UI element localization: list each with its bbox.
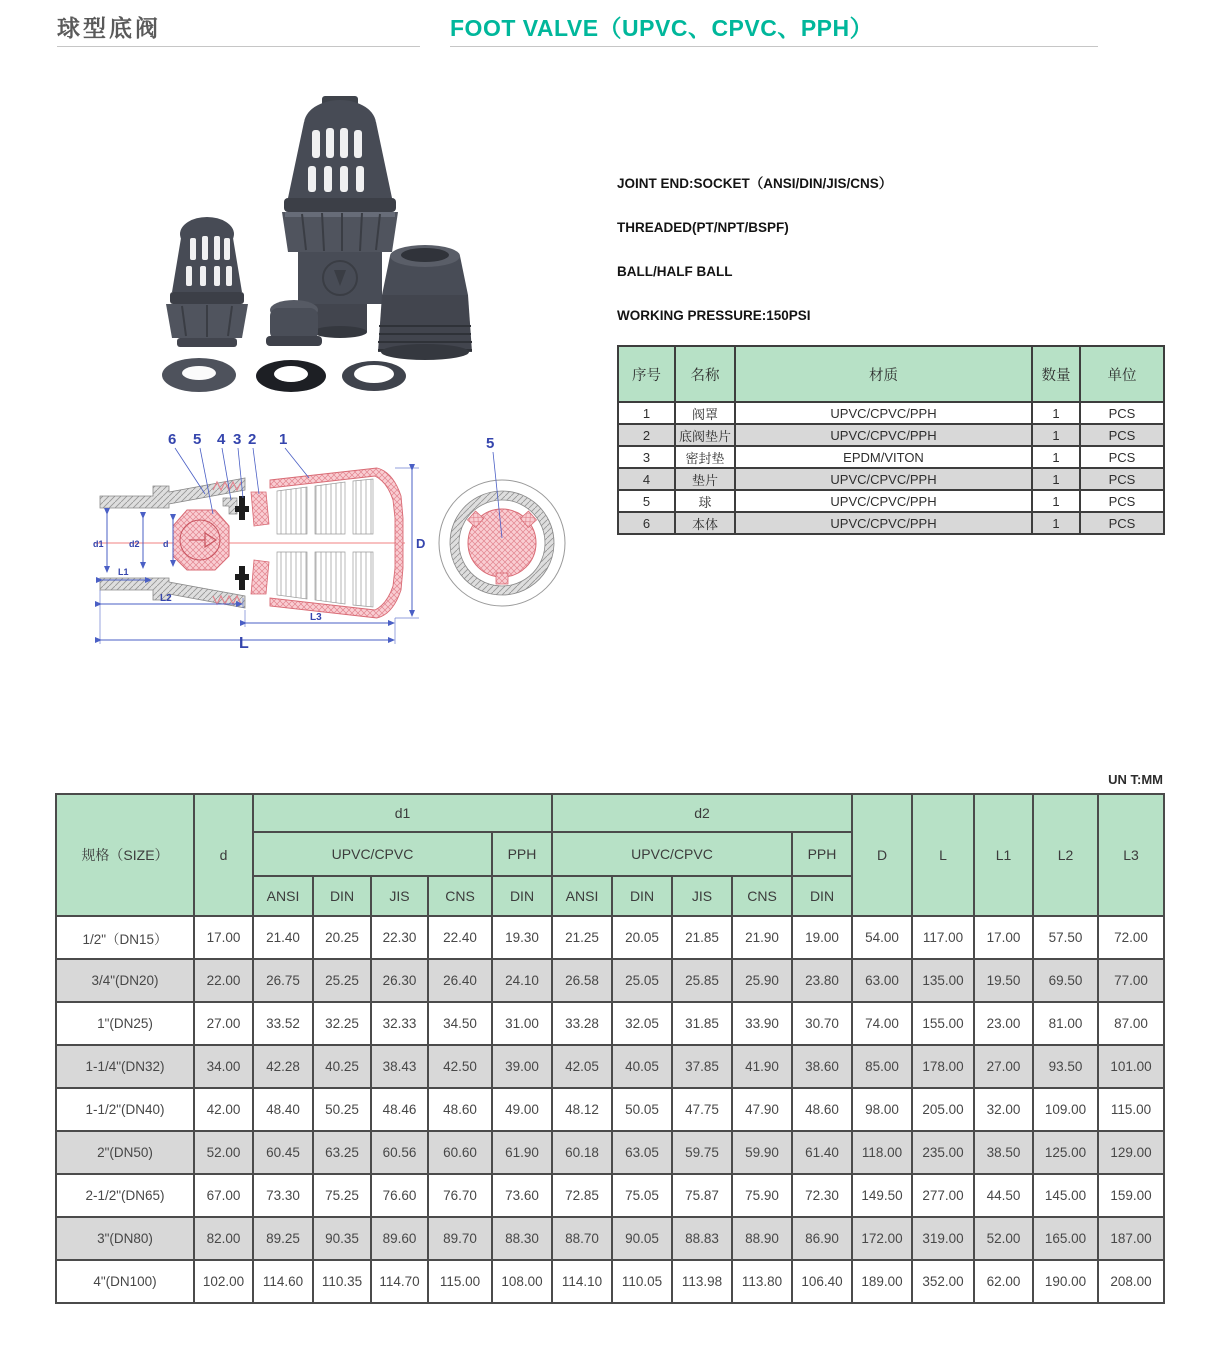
- table-cell: 86.90: [792, 1217, 852, 1260]
- table-cell: 42.00: [194, 1088, 253, 1131]
- table-cell: UPVC/CPVC/PPH: [735, 490, 1032, 512]
- svg-text:L1: L1: [118, 567, 129, 577]
- svg-text:d2: d2: [129, 539, 140, 549]
- table-cell: 33.52: [253, 1002, 313, 1045]
- table-cell: 球: [675, 490, 735, 512]
- table-cell: 155.00: [912, 1002, 974, 1045]
- table-cell: 63.25: [313, 1131, 371, 1174]
- table-cell: 113.80: [732, 1260, 792, 1303]
- col-header-D: D: [852, 794, 912, 916]
- table-cell: 72.30: [792, 1174, 852, 1217]
- std-header: ANSI: [552, 876, 612, 916]
- table-cell: 118.00: [852, 1131, 912, 1174]
- table-cell: 106.40: [792, 1260, 852, 1303]
- title-underline-right: [450, 46, 1098, 47]
- svg-text:4: 4: [217, 431, 226, 448]
- table-cell: 27.00: [194, 1002, 253, 1045]
- col-header-size: 规格（SIZE）: [56, 794, 194, 916]
- spec-ball: BALL/HALF BALL: [617, 264, 733, 279]
- table-cell: 59.75: [672, 1131, 732, 1174]
- col-header-L2: L2: [1033, 794, 1098, 916]
- table-cell: 159.00: [1098, 1174, 1164, 1217]
- std-header: JIS: [672, 876, 732, 916]
- dim-header-row-1: [56, 794, 1164, 832]
- table-cell: 50.25: [313, 1088, 371, 1131]
- table-cell: 5: [618, 490, 675, 512]
- table-cell: 75.05: [612, 1174, 672, 1217]
- table-cell: 19.30: [492, 916, 552, 959]
- table-cell: PCS: [1080, 490, 1164, 512]
- table-cell: 1: [1032, 512, 1080, 534]
- table-cell: UPVC/CPVC/PPH: [735, 402, 1032, 424]
- table-cell: 3: [618, 446, 675, 468]
- svg-text:1: 1: [279, 431, 288, 448]
- table-cell: 165.00: [1033, 1217, 1098, 1260]
- table-cell: 33.28: [552, 1002, 612, 1045]
- table-cell: 205.00: [912, 1088, 974, 1131]
- table-row: [56, 1088, 1164, 1131]
- table-cell: 4: [618, 468, 675, 490]
- cap-illustration: [266, 300, 322, 346]
- col-header-qty: 数量: [1032, 346, 1080, 402]
- col-header-d: d: [194, 794, 253, 916]
- table-cell: 93.50: [1033, 1045, 1098, 1088]
- svg-text:D: D: [416, 536, 426, 551]
- spec-list: [617, 176, 892, 352]
- gasket-illustrations: [162, 358, 406, 392]
- table-cell: 75.87: [672, 1174, 732, 1217]
- table-cell: 32.25: [313, 1002, 371, 1045]
- table-cell: 42.05: [552, 1045, 612, 1088]
- std-header: CNS: [732, 876, 792, 916]
- table-cell: 114.60: [253, 1260, 313, 1303]
- table-cell: 87.00: [1098, 1002, 1164, 1045]
- table-cell: 3"(DN80): [56, 1217, 194, 1260]
- table-cell: 1: [1032, 402, 1080, 424]
- table-cell: 74.00: [852, 1002, 912, 1045]
- table-cell: 52.00: [974, 1217, 1033, 1260]
- table-cell: 47.90: [732, 1088, 792, 1131]
- table-cell: 172.00: [852, 1217, 912, 1260]
- table-cell: 25.85: [672, 959, 732, 1002]
- table-cell: 108.00: [492, 1260, 552, 1303]
- std-header: DIN: [492, 876, 552, 916]
- table-cell: 1: [1032, 468, 1080, 490]
- table-cell: 190.00: [1033, 1260, 1098, 1303]
- table-cell: PCS: [1080, 468, 1164, 490]
- table-cell: 73.30: [253, 1174, 313, 1217]
- table-cell: 26.30: [371, 959, 428, 1002]
- table-cell: 115.00: [1098, 1088, 1164, 1131]
- svg-text:L3: L3: [310, 612, 322, 623]
- table-cell: 1: [618, 402, 675, 424]
- table-cell: 49.00: [492, 1088, 552, 1131]
- table-cell: 25.25: [313, 959, 371, 1002]
- table-cell: 本体: [675, 512, 735, 534]
- table-cell: 90.35: [313, 1217, 371, 1260]
- table-cell: PCS: [1080, 424, 1164, 446]
- table-cell: 27.00: [974, 1045, 1033, 1088]
- table-cell: 19.50: [974, 959, 1033, 1002]
- table-row: [56, 959, 1164, 1002]
- table-cell: 1: [1032, 446, 1080, 468]
- table-cell: 17.00: [974, 916, 1033, 959]
- product-photo: [120, 80, 600, 420]
- table-cell: PCS: [1080, 446, 1164, 468]
- table-cell: 21.25: [552, 916, 612, 959]
- table-cell: 85.00: [852, 1045, 912, 1088]
- std-header: CNS: [428, 876, 492, 916]
- table-cell: 88.90: [732, 1217, 792, 1260]
- table-cell: 59.90: [732, 1131, 792, 1174]
- table-cell: 63.05: [612, 1131, 672, 1174]
- page-title-zh: 球型底阀: [57, 15, 161, 41]
- table-cell: 75.90: [732, 1174, 792, 1217]
- table-cell: 69.50: [1033, 959, 1098, 1002]
- table-cell: 72.85: [552, 1174, 612, 1217]
- table-cell: 63.00: [852, 959, 912, 1002]
- table-cell: 32.00: [974, 1088, 1033, 1131]
- table-cell: 25.90: [732, 959, 792, 1002]
- table-cell: 76.70: [428, 1174, 492, 1217]
- std-header: JIS: [371, 876, 428, 916]
- table-cell: UPVC/CPVC/PPH: [735, 468, 1032, 490]
- table-cell: 42.50: [428, 1045, 492, 1088]
- table-cell: 89.60: [371, 1217, 428, 1260]
- table-cell: 77.00: [1098, 959, 1164, 1002]
- part-callouts: [168, 431, 287, 448]
- table-cell: 114.10: [552, 1260, 612, 1303]
- svg-text:L: L: [239, 635, 249, 652]
- table-cell: 38.43: [371, 1045, 428, 1088]
- table-cell: 277.00: [912, 1174, 974, 1217]
- table-cell: 38.50: [974, 1131, 1033, 1174]
- table-row: [56, 1131, 1164, 1174]
- table-row: [618, 402, 1164, 424]
- table-cell: 阀罩: [675, 402, 735, 424]
- table-cell: 20.05: [612, 916, 672, 959]
- table-cell: 34.50: [428, 1002, 492, 1045]
- table-cell: 34.00: [194, 1045, 253, 1088]
- table-cell: 30.70: [792, 1002, 852, 1045]
- svg-text:d: d: [163, 539, 169, 549]
- table-cell: 352.00: [912, 1260, 974, 1303]
- table-cell: 41.90: [732, 1045, 792, 1088]
- table-cell: 垫片: [675, 468, 735, 490]
- table-cell: 187.00: [1098, 1217, 1164, 1260]
- std-header: DIN: [792, 876, 852, 916]
- table-cell: 61.90: [492, 1131, 552, 1174]
- table-cell: 2-1/2"(DN65): [56, 1174, 194, 1217]
- table-cell: 60.60: [428, 1131, 492, 1174]
- table-cell: 21.85: [672, 916, 732, 959]
- unit-note: UN T:MM: [1108, 772, 1163, 787]
- table-cell: 2"(DN50): [56, 1131, 194, 1174]
- table-cell: 88.83: [672, 1217, 732, 1260]
- col-header-unit: 单位: [1080, 346, 1164, 402]
- table-cell: 22.30: [371, 916, 428, 959]
- svg-text:5: 5: [486, 435, 495, 452]
- table-cell: 60.56: [371, 1131, 428, 1174]
- table-cell: 26.75: [253, 959, 313, 1002]
- table-cell: 31.85: [672, 1002, 732, 1045]
- svg-text:5: 5: [193, 431, 202, 448]
- table-cell: 208.00: [1098, 1260, 1164, 1303]
- table-cell: 89.70: [428, 1217, 492, 1260]
- table-cell: 72.00: [1098, 916, 1164, 959]
- group-header-d2: d2: [552, 794, 852, 832]
- table-cell: 82.00: [194, 1217, 253, 1260]
- dimension-table: [55, 793, 1165, 1304]
- std-header: DIN: [313, 876, 371, 916]
- table-cell: 189.00: [852, 1260, 912, 1303]
- table-cell: 6: [618, 512, 675, 534]
- table-cell: 40.25: [313, 1045, 371, 1088]
- svg-text:d1: d1: [93, 539, 104, 549]
- table-cell: 88.30: [492, 1217, 552, 1260]
- table-cell: 31.00: [492, 1002, 552, 1045]
- table-cell: 2: [618, 424, 675, 446]
- table-cell: 110.35: [313, 1260, 371, 1303]
- svg-text:L2: L2: [160, 593, 172, 604]
- col-header-material: 材质: [735, 346, 1032, 402]
- technical-drawing: [55, 418, 605, 673]
- table-cell: 319.00: [912, 1217, 974, 1260]
- table-cell: 44.50: [974, 1174, 1033, 1217]
- table-cell: 101.00: [1098, 1045, 1164, 1088]
- parts-table-header-row: [618, 346, 1164, 402]
- table-cell: UPVC/CPVC/PPH: [735, 512, 1032, 534]
- material-header-pph-d1: PPH: [492, 832, 552, 876]
- table-cell: 54.00: [852, 916, 912, 959]
- table-cell: 109.00: [1033, 1088, 1098, 1131]
- table-cell: 3/4"(DN20): [56, 959, 194, 1002]
- table-cell: 22.40: [428, 916, 492, 959]
- table-cell: 89.25: [253, 1217, 313, 1260]
- table-cell: 149.50: [852, 1174, 912, 1217]
- table-cell: 75.25: [313, 1174, 371, 1217]
- col-header-name: 名称: [675, 346, 735, 402]
- table-cell: 50.05: [612, 1088, 672, 1131]
- page-title-en: FOOT VALVE（UPVC、CPVC、PPH）: [450, 15, 874, 41]
- table-cell: 61.40: [792, 1131, 852, 1174]
- table-cell: 178.00: [912, 1045, 974, 1088]
- std-header: ANSI: [253, 876, 313, 916]
- table-cell: 76.60: [371, 1174, 428, 1217]
- material-header-upvc-d1: UPVC/CPVC: [253, 832, 492, 876]
- table-cell: 19.00: [792, 916, 852, 959]
- title-underline-left: [57, 46, 420, 47]
- table-cell: 33.90: [732, 1002, 792, 1045]
- table-row: [618, 468, 1164, 490]
- table-cell: 1: [1032, 424, 1080, 446]
- table-cell: 48.12: [552, 1088, 612, 1131]
- socket-adapter-illustration: [378, 245, 472, 360]
- table-cell: 32.05: [612, 1002, 672, 1045]
- table-cell: 48.60: [792, 1088, 852, 1131]
- table-cell: 32.33: [371, 1002, 428, 1045]
- svg-text:6: 6: [168, 431, 177, 448]
- table-cell: 62.00: [974, 1260, 1033, 1303]
- table-cell: EPDM/VITON: [735, 446, 1032, 468]
- spec-working-pressure: WORKING PRESSURE:150PSI: [617, 308, 811, 323]
- table-cell: 102.00: [194, 1260, 253, 1303]
- table-cell: 1"(DN25): [56, 1002, 194, 1045]
- table-row: [56, 1174, 1164, 1217]
- table-cell: 23.00: [974, 1002, 1033, 1045]
- table-row: [618, 512, 1164, 534]
- table-cell: 145.00: [1033, 1174, 1098, 1217]
- material-header-upvc-d2: UPVC/CPVC: [552, 832, 792, 876]
- col-header-L1: L1: [974, 794, 1033, 916]
- table-cell: 25.05: [612, 959, 672, 1002]
- table-cell: 密封垫: [675, 446, 735, 468]
- table-cell: 1: [1032, 490, 1080, 512]
- parts-table: [617, 345, 1165, 535]
- svg-text:3: 3: [233, 431, 242, 448]
- table-cell: 17.00: [194, 916, 253, 959]
- col-header-no: 序号: [618, 346, 675, 402]
- table-cell: 60.18: [552, 1131, 612, 1174]
- group-header-d1: d1: [253, 794, 552, 832]
- table-cell: 26.58: [552, 959, 612, 1002]
- table-row: [618, 424, 1164, 446]
- table-cell: 52.00: [194, 1131, 253, 1174]
- strainer-cage-illustration: [166, 217, 248, 347]
- table-cell: 88.70: [552, 1217, 612, 1260]
- table-cell: 129.00: [1098, 1131, 1164, 1174]
- std-header: DIN: [612, 876, 672, 916]
- table-cell: 40.05: [612, 1045, 672, 1088]
- table-cell: 135.00: [912, 959, 974, 1002]
- table-row: [56, 1217, 1164, 1260]
- table-cell: 48.60: [428, 1088, 492, 1131]
- table-cell: UPVC/CPVC/PPH: [735, 424, 1032, 446]
- table-cell: 67.00: [194, 1174, 253, 1217]
- table-cell: 42.28: [253, 1045, 313, 1088]
- table-cell: PCS: [1080, 512, 1164, 534]
- table-cell: 125.00: [1033, 1131, 1098, 1174]
- table-cell: 73.60: [492, 1174, 552, 1217]
- table-cell: 4"(DN100): [56, 1260, 194, 1303]
- table-cell: 21.90: [732, 916, 792, 959]
- table-cell: 1/2"（DN15）: [56, 916, 194, 959]
- table-cell: 60.45: [253, 1131, 313, 1174]
- table-cell: PCS: [1080, 402, 1164, 424]
- table-cell: 37.85: [672, 1045, 732, 1088]
- svg-text:2: 2: [248, 431, 257, 448]
- table-cell: 底阀垫片: [675, 424, 735, 446]
- table-cell: 23.80: [792, 959, 852, 1002]
- table-cell: 90.05: [612, 1217, 672, 1260]
- col-header-L: L: [912, 794, 974, 916]
- table-cell: 235.00: [912, 1131, 974, 1174]
- table-cell: 113.98: [672, 1260, 732, 1303]
- table-cell: 81.00: [1033, 1002, 1098, 1045]
- spec-threaded: THREADED(PT/NPT/BSPF): [617, 220, 789, 235]
- table-row: [56, 916, 1164, 959]
- table-cell: 98.00: [852, 1088, 912, 1131]
- spec-joint-end: JOINT END:SOCKET（ANSI/DIN/JIS/CNS）: [617, 176, 893, 191]
- table-cell: 47.75: [672, 1088, 732, 1131]
- table-cell: 48.40: [253, 1088, 313, 1131]
- table-cell: 38.60: [792, 1045, 852, 1088]
- col-header-L3: L3: [1098, 794, 1164, 916]
- table-row: [56, 1260, 1164, 1303]
- table-cell: 20.25: [313, 916, 371, 959]
- ball-section: [173, 510, 229, 570]
- table-cell: 1-1/2"(DN40): [56, 1088, 194, 1131]
- material-header-pph-d2: PPH: [792, 832, 852, 876]
- table-row: [56, 1002, 1164, 1045]
- table-cell: 117.00: [912, 916, 974, 959]
- table-cell: 24.10: [492, 959, 552, 1002]
- table-cell: 21.40: [253, 916, 313, 959]
- table-cell: 1-1/4"(DN32): [56, 1045, 194, 1088]
- table-cell: 22.00: [194, 959, 253, 1002]
- end-view: [439, 435, 565, 606]
- table-cell: 115.00: [428, 1260, 492, 1303]
- table-cell: 57.50: [1033, 916, 1098, 959]
- table-cell: 114.70: [371, 1260, 428, 1303]
- table-row: [618, 446, 1164, 468]
- table-cell: 110.05: [612, 1260, 672, 1303]
- table-cell: 26.40: [428, 959, 492, 1002]
- table-cell: 39.00: [492, 1045, 552, 1088]
- table-row: [56, 1045, 1164, 1088]
- table-row: [618, 490, 1164, 512]
- table-cell: 48.46: [371, 1088, 428, 1131]
